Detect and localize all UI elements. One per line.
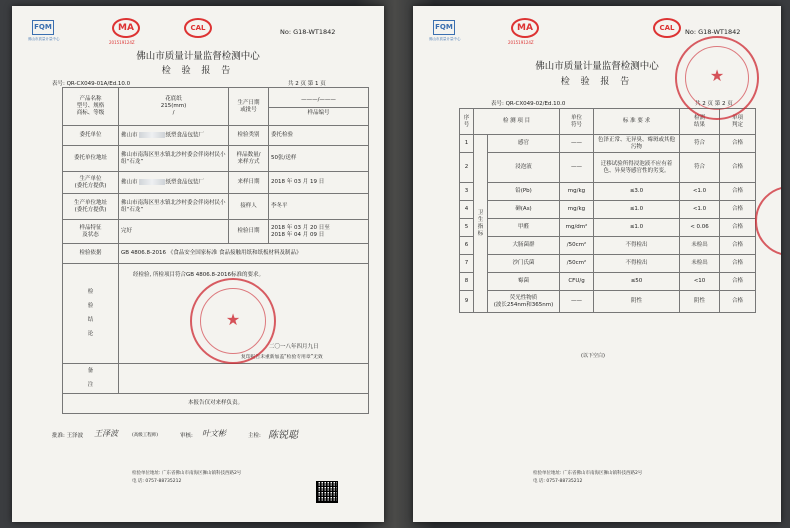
item-no: 4 bbox=[460, 201, 474, 219]
item-requirement: ≤1.0 bbox=[594, 219, 680, 237]
cal-logo: CAL bbox=[653, 18, 681, 38]
report-title: 检 验 报 告 bbox=[161, 66, 235, 76]
sample-state-value: 完好 bbox=[119, 220, 229, 244]
form-number: 表号: QR-CX049-02/Ed.10.0 bbox=[491, 101, 566, 107]
results-row bbox=[460, 201, 756, 219]
stamp-star-icon: ★ bbox=[709, 66, 725, 85]
item-result: < 0.06 bbox=[680, 219, 720, 237]
qr-code bbox=[316, 481, 338, 503]
item-verdict: 合格 bbox=[720, 255, 756, 273]
item-verdict: 合格 bbox=[720, 273, 756, 291]
header-verdict: 单项 判定 bbox=[720, 109, 756, 135]
item-verdict: 合格 bbox=[720, 153, 756, 183]
item-requirement: ≤3.0 bbox=[594, 183, 680, 201]
item-requirement: 不得检出 bbox=[594, 237, 680, 255]
results-row bbox=[460, 273, 756, 291]
fqm-logo-caption: 佛山市质量计量中心 bbox=[28, 37, 60, 41]
client-addr-label: 委托单位地址 bbox=[63, 146, 119, 172]
item-unit: mg/kg bbox=[560, 183, 594, 201]
page-count: 共 2 页 第 1 页 bbox=[288, 81, 326, 87]
maker-addr-label: 生产单位地址 (委托方提供) bbox=[63, 194, 119, 220]
approver: 批准: 王泽波 bbox=[52, 433, 84, 439]
inspection-stamp bbox=[190, 278, 276, 364]
cma-logo: MA bbox=[112, 18, 140, 38]
institute-name: 佛山市质量计量监督检测中心 bbox=[535, 61, 659, 72]
tester-signature: 陈锐聪 bbox=[268, 430, 298, 441]
approver-title: (高级工程师) bbox=[132, 433, 159, 438]
item-no: 1 bbox=[460, 135, 474, 153]
page-count: 共 2 页 第 2 页 bbox=[695, 101, 733, 107]
maker-addr-value: 佛山市南海区里水镇北沙村委会伴岗村民小组“石龙” bbox=[119, 194, 229, 220]
maker-label: 生产单位 (委托方提供) bbox=[63, 172, 119, 194]
results-row bbox=[460, 255, 756, 273]
receiver-value: 李冬平 bbox=[269, 194, 369, 220]
item-no: 6 bbox=[460, 237, 474, 255]
item-verdict: 合格 bbox=[720, 135, 756, 153]
tester-label: 主检: bbox=[248, 433, 261, 439]
report-page-1 bbox=[12, 6, 384, 522]
reviewer-label: 审核: bbox=[180, 433, 193, 439]
item-requirement: ≤50 bbox=[594, 273, 680, 291]
item-name: 铅(Pb) bbox=[488, 183, 560, 201]
cma-number: 201519124Z bbox=[508, 40, 534, 45]
item-result: 符合 bbox=[680, 153, 720, 183]
item-unit: /50cm² bbox=[560, 237, 594, 255]
item-requirement: 阴性 bbox=[594, 291, 680, 313]
item-verdict: 合格 bbox=[720, 291, 756, 313]
product-label: 产品名称 型号、规格 商标、等级 bbox=[63, 88, 119, 126]
form-number: 表号: QR-CX049-01A/Ed.10.0 bbox=[52, 81, 131, 87]
item-name: 大肠菌群 bbox=[488, 237, 560, 255]
fqm-logo: FQM bbox=[32, 20, 54, 35]
cal-logo: CAL bbox=[184, 18, 212, 38]
prod-date-label: 生产日期 或批号 bbox=[229, 88, 269, 126]
redacted-block bbox=[139, 179, 165, 185]
item-no: 9 bbox=[460, 291, 474, 313]
header-no: 序 号 bbox=[460, 109, 474, 135]
blank-note: (以下空白) bbox=[581, 353, 605, 359]
item-result: <10 bbox=[680, 273, 720, 291]
client-value: 佛山市 纸塑食品包装厂 bbox=[119, 126, 229, 146]
results-row bbox=[460, 219, 756, 237]
item-name: 沙门氏菌 bbox=[488, 255, 560, 273]
client-addr-value: 佛山市南海区里水镇北沙村委会伴岗村民小组“石龙” bbox=[119, 146, 229, 172]
group-label: 卫 生 指 标 bbox=[474, 135, 488, 313]
item-no: 2 bbox=[460, 153, 474, 183]
footer-phone: 电 话: 0757-88735212 bbox=[533, 479, 583, 484]
reviewer-signature: 叶文彬 bbox=[202, 429, 226, 438]
sample-state-label: 样品特征 及状态 bbox=[63, 220, 119, 244]
header-item: 检 测 项 目 bbox=[474, 109, 560, 135]
report-number: No: G18-WT1842 bbox=[685, 28, 741, 36]
product-value: 花底纸 215(mm) / bbox=[119, 88, 229, 126]
item-verdict: 合格 bbox=[720, 201, 756, 219]
sample-count-label: 样品编号 bbox=[269, 107, 368, 117]
item-verdict: 合格 bbox=[720, 237, 756, 255]
fqm-logo: FQM bbox=[433, 20, 455, 35]
item-requirement: 不得检出 bbox=[594, 255, 680, 273]
fqm-logo-caption: 佛山市质量计量中心 bbox=[429, 37, 461, 41]
item-name: 砷(As) bbox=[488, 201, 560, 219]
footer-address: 检验单位地址: 广东省佛山市南海区狮山镇科技西路2号 bbox=[533, 471, 643, 476]
footer-phone: 电 话: 0757-88735212 bbox=[132, 479, 182, 484]
item-name: 感官 bbox=[488, 135, 560, 153]
item-unit: CFU/g bbox=[560, 273, 594, 291]
item-result: <1.0 bbox=[680, 201, 720, 219]
redacted-block bbox=[139, 132, 165, 138]
footer-address: 检验单位地址: 广东省佛山市南海区狮山镇科技西路2号 bbox=[132, 471, 242, 476]
item-result: <1.0 bbox=[680, 183, 720, 201]
test-date-value: 2018 年 03 月 20 日至 2018 年 04 月 09 日 bbox=[269, 220, 369, 244]
conclusion-text: 经检验, 所检项目符合GB 4806.8-2016标准的要求。 bbox=[133, 272, 265, 278]
item-unit: —— bbox=[560, 135, 594, 153]
results-row bbox=[460, 237, 756, 255]
conclusion-date: 二〇一八年四月九日 bbox=[269, 344, 319, 350]
item-result: 未检出 bbox=[680, 255, 720, 273]
receiver-label: 接样人 bbox=[229, 194, 269, 220]
client-label: 委托单位 bbox=[63, 126, 119, 146]
maker-value: 佛山市 纸塑食品包装厂 bbox=[119, 172, 229, 194]
results-row bbox=[460, 183, 756, 201]
inspect-type-label: 检验类别 bbox=[229, 126, 269, 146]
results-table bbox=[459, 108, 756, 313]
item-no: 3 bbox=[460, 183, 474, 201]
sample-qty-label: 样品数量/ 来样方式 bbox=[229, 146, 269, 172]
approver-signature: 王泽波 bbox=[94, 429, 118, 438]
results-row bbox=[460, 153, 756, 183]
remark-label: 备 注 bbox=[63, 364, 119, 394]
item-name: 荧光性物质 (波长254nm和365nm) bbox=[488, 291, 560, 313]
item-requirement: 迁移试验所得浸泡液不应有着色、异臭等感官性的劣变。 bbox=[594, 153, 680, 183]
item-unit: —— bbox=[560, 291, 594, 313]
item-name: 浸泡液 bbox=[488, 153, 560, 183]
sample-qty-value: 50张/送样 bbox=[269, 146, 369, 172]
item-no: 5 bbox=[460, 219, 474, 237]
item-no: 7 bbox=[460, 255, 474, 273]
item-requirement: 色泽正常、无异臭、霉斑或其他污物 bbox=[594, 135, 680, 153]
item-unit: —— bbox=[560, 153, 594, 183]
report-page-2 bbox=[413, 6, 781, 522]
basis-value: GB 4806.8-2016 《食品安全国家标准 食品接触用纸和纸板材料及制品》 bbox=[119, 244, 369, 264]
receive-date-label: 来样日期 bbox=[229, 172, 269, 194]
item-result: 阴性 bbox=[680, 291, 720, 313]
item-result: 未检出 bbox=[680, 237, 720, 255]
seam-stamp bbox=[755, 186, 781, 256]
header-result: 检测 结果 bbox=[680, 109, 720, 135]
item-unit: mg/dm² bbox=[560, 219, 594, 237]
header-unit: 单位 符号 bbox=[560, 109, 594, 135]
inspect-type-value: 委托检验 bbox=[269, 126, 369, 146]
prod-date-value: ———/——— 样品编号 bbox=[269, 88, 369, 126]
test-date-label: 检验日期 bbox=[229, 220, 269, 244]
header-requirement: 标 准 要 求 bbox=[594, 109, 680, 135]
stamp-inner-ring bbox=[685, 46, 749, 110]
basis-label: 检验依据 bbox=[63, 244, 119, 264]
cma-number: 201519124Z bbox=[109, 40, 135, 45]
stamp-star-icon: ★ bbox=[225, 310, 241, 329]
item-verdict: 合格 bbox=[720, 219, 756, 237]
stamp-inner-ring bbox=[200, 288, 266, 354]
item-name: 霉菌 bbox=[488, 273, 560, 291]
results-row bbox=[460, 291, 756, 313]
item-requirement: ≤1.0 bbox=[594, 201, 680, 219]
item-unit: /50cm² bbox=[560, 255, 594, 273]
institute-name: 佛山市质量计量监督检测中心 bbox=[136, 51, 260, 62]
cma-logo: MA bbox=[511, 18, 539, 38]
item-name: 甲醛 bbox=[488, 219, 560, 237]
report-title: 检 验 报 告 bbox=[560, 77, 634, 87]
remark-cell bbox=[119, 364, 369, 394]
inspection-stamp bbox=[675, 36, 759, 120]
info-table bbox=[62, 87, 369, 414]
results-row bbox=[460, 135, 756, 153]
item-no: 8 bbox=[460, 273, 474, 291]
remark-value: 本报告仅对来样负责。 bbox=[63, 394, 369, 414]
item-verdict: 合格 bbox=[720, 183, 756, 201]
item-unit: mg/kg bbox=[560, 201, 594, 219]
report-number: No: G18-WT1842 bbox=[280, 28, 336, 36]
conclusion-note: 复印报告未重新加盖“检验专用章”无效 bbox=[241, 355, 323, 360]
conclusion-label: 检 验 结 论 bbox=[63, 264, 119, 364]
receive-date-value: 2018 年 03 月 19 日 bbox=[269, 172, 369, 194]
item-result: 符合 bbox=[680, 135, 720, 153]
